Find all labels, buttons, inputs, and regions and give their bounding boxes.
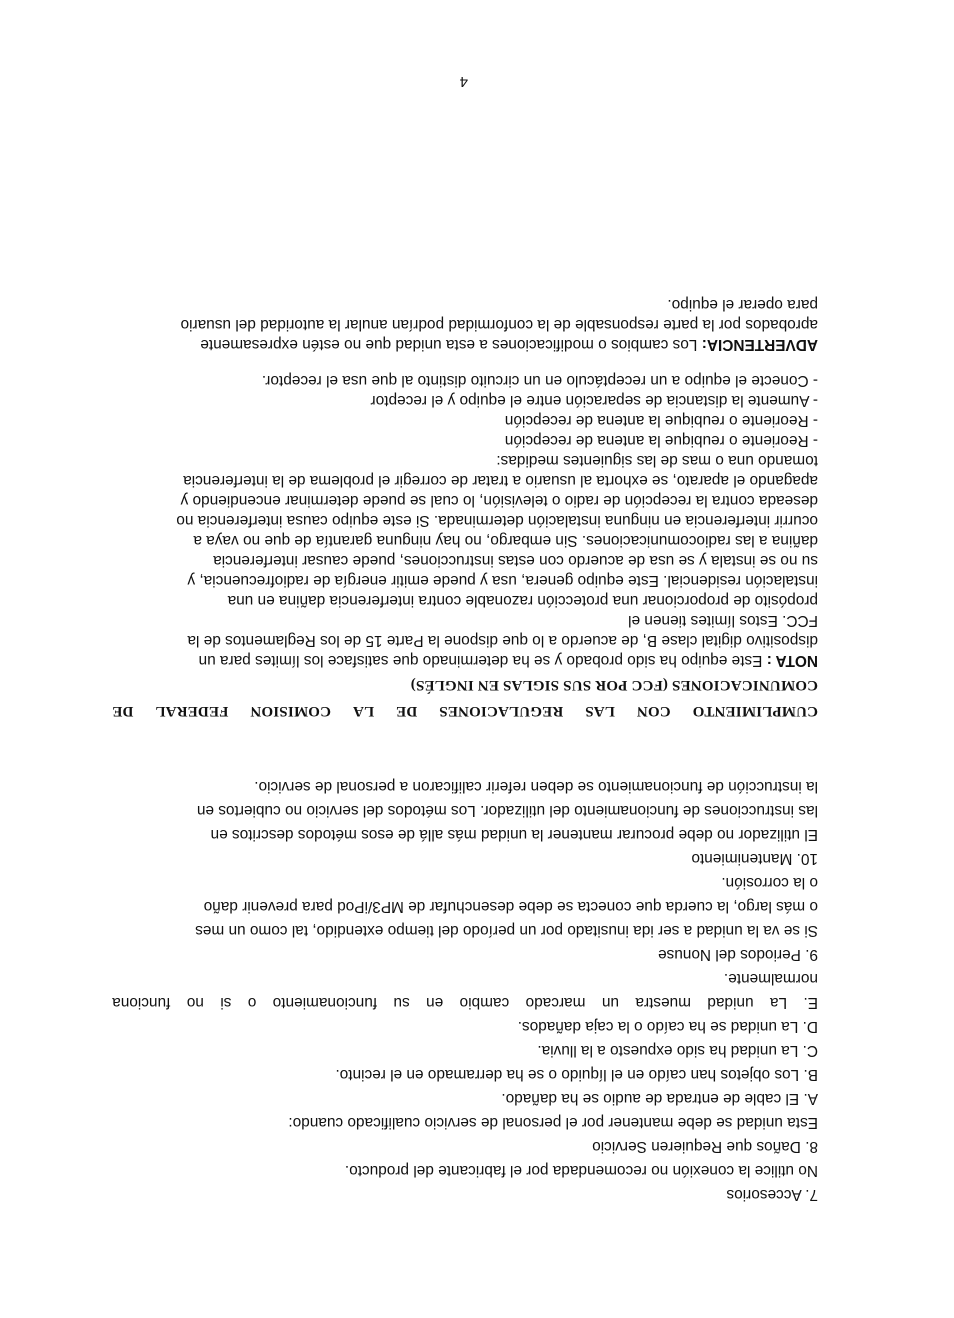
- word: no: [186, 994, 204, 1011]
- fcc-line: FCC. Estos límites tienen el: [628, 612, 818, 629]
- fcc-line: apagando el aparato, se exhorta al usuario a tratar de corregir el problema de la interferencia: [183, 472, 818, 489]
- fcc-line: instalación residencial. Este equipo genera, usa y puede emitir energía de radiofrecuencia, y: [187, 572, 818, 589]
- word: CUMPLIMIENTO: [692, 703, 818, 719]
- section-10-heading: 10. Mantenimiento: [691, 850, 818, 867]
- word: funciona: [112, 994, 171, 1011]
- fcc-line: dañina a las radiocomunicaciones. Sin embargo, no hay ninguna garantía de que no vaya a: [193, 532, 818, 549]
- word: si: [220, 994, 232, 1011]
- fcc-measure: - Conecte el equipo a un receptáculo en un circuito distinto al que usa el receptor.: [261, 372, 818, 389]
- section-9-heading: 9. Periodos del Nonuse: [658, 946, 818, 963]
- word: unidad: [707, 994, 754, 1011]
- fcc-line: ocurrir interferencia en ninguna instalación determinada. Si este equipo causa interferencia no: [176, 512, 818, 529]
- fcc-measure: - Reoriente o reubique la antena de recepción: [504, 432, 818, 449]
- word: La: [769, 994, 788, 1011]
- word: su: [393, 994, 410, 1011]
- section-7-text: No utilice la conexión no recomendada por el fabricante del producto.: [344, 1162, 818, 1179]
- section-9-line: o la corrosión.: [721, 874, 818, 891]
- section-10-line: las instrucciones de funcionamiento del utilizador. Los métodos del servicio no cubiertos en: [196, 802, 818, 819]
- word: DE: [395, 703, 418, 719]
- word: E.: [803, 994, 818, 1011]
- fcc-line: su no se instala y se usa de acuerdo con estas instrucciones, puede causar interferencia: [213, 552, 818, 569]
- warning-text: Los cambios o modificaciones a esta unidad que no estén expresamente: [200, 336, 698, 353]
- word: marcado: [525, 994, 586, 1011]
- fcc-line: tomando una o mas de las siguientes medidas:: [496, 452, 818, 469]
- nota-label: NOTA :: [766, 652, 818, 669]
- word: en: [426, 994, 444, 1011]
- section-8-item-d: D. La unidad se ha caído o la caja dañados.: [517, 1018, 818, 1035]
- section-8-item-b: B. Los objetos han caído en el líquido o se ha derramado en el recinto.: [335, 1066, 818, 1083]
- word: REGULACIONES: [439, 703, 564, 719]
- nota-text: Este equipo ha sido probado y se ha determinado que satisface los límites para un: [198, 652, 763, 669]
- warning-label: ADVERTENCIA:: [701, 336, 818, 353]
- fcc-line: propósito de proporcionar una protección razonable contra interferencia dañina en una: [227, 592, 818, 609]
- fcc-measure: - Reoriente o reubique la antena de recepción: [504, 412, 818, 429]
- fcc-nota: [199, 650, 818, 670]
- fcc-line: deseada contra la recepción de radio o televisión, lo cual se puede determinar encendiendo y: [180, 492, 818, 509]
- section-8-item-e-end: normalmente.: [723, 970, 818, 987]
- page-number: 4: [459, 73, 468, 90]
- fcc-measure: - Aumente la distancia de separación entre el equipo y el receptor: [370, 392, 818, 409]
- fcc-line: dispositivo digital clase B, de acuerdo a lo que dispone la Parte 15 de los Reglamentos de la: [187, 632, 818, 649]
- word: cambio: [459, 994, 510, 1011]
- fcc-warning-line: aprobados por la parte responsable de la conformidad podrían anular la autoridad del usuario: [180, 316, 818, 333]
- section-8-intro: Esta unidad se debe mantener por el personal de servicio cualificado cuando:: [288, 1114, 818, 1131]
- word: FEDERAL: [155, 703, 229, 719]
- fcc-title-line-1: [112, 701, 818, 721]
- word: DE: [112, 703, 134, 719]
- word: LAS: [585, 703, 615, 719]
- word: un: [601, 994, 619, 1011]
- fcc-warning-line: para operar el equipo.: [667, 296, 818, 313]
- section-9-line: o más largo, la cuerda que conecta se debe desenchufar de MP3/iPod para prevenir daño: [203, 898, 818, 915]
- section-8-item-a: A. El cable de entrada de audio se ha dañado.: [501, 1090, 818, 1107]
- word: COMISION: [250, 703, 331, 719]
- fcc-warning: [200, 334, 818, 354]
- section-10-line: El utilizador no debe procurar mantener la unidad más allá de esos métodos descritos en: [210, 826, 818, 843]
- word: CON: [636, 703, 671, 719]
- section-7-heading: 7. Accesorios: [726, 1186, 818, 1203]
- word: funcionamiento: [272, 994, 378, 1011]
- section-8-item-e: [112, 992, 818, 1012]
- word: o: [247, 994, 257, 1011]
- section-8-item-c: C. La unidad ha sido expuesto a la lluvia.: [537, 1042, 818, 1059]
- section-9-line: Si se va la unidad a ser ida inusitado por un período del tiempo extendido, tal como un mes: [195, 922, 818, 939]
- section-10-line: la instrucción de funcionamiento se deben referir calificaron a personal de servicio.: [254, 778, 818, 795]
- fcc-title-line-2: COMUNICACIONES (FCC POR SUS SIGLAS EN INGLÉS): [410, 677, 818, 693]
- word: muestra: [635, 994, 691, 1011]
- word: LA: [352, 703, 375, 719]
- section-8-heading: 8. Daños que Requieren Servicio: [592, 1138, 818, 1155]
